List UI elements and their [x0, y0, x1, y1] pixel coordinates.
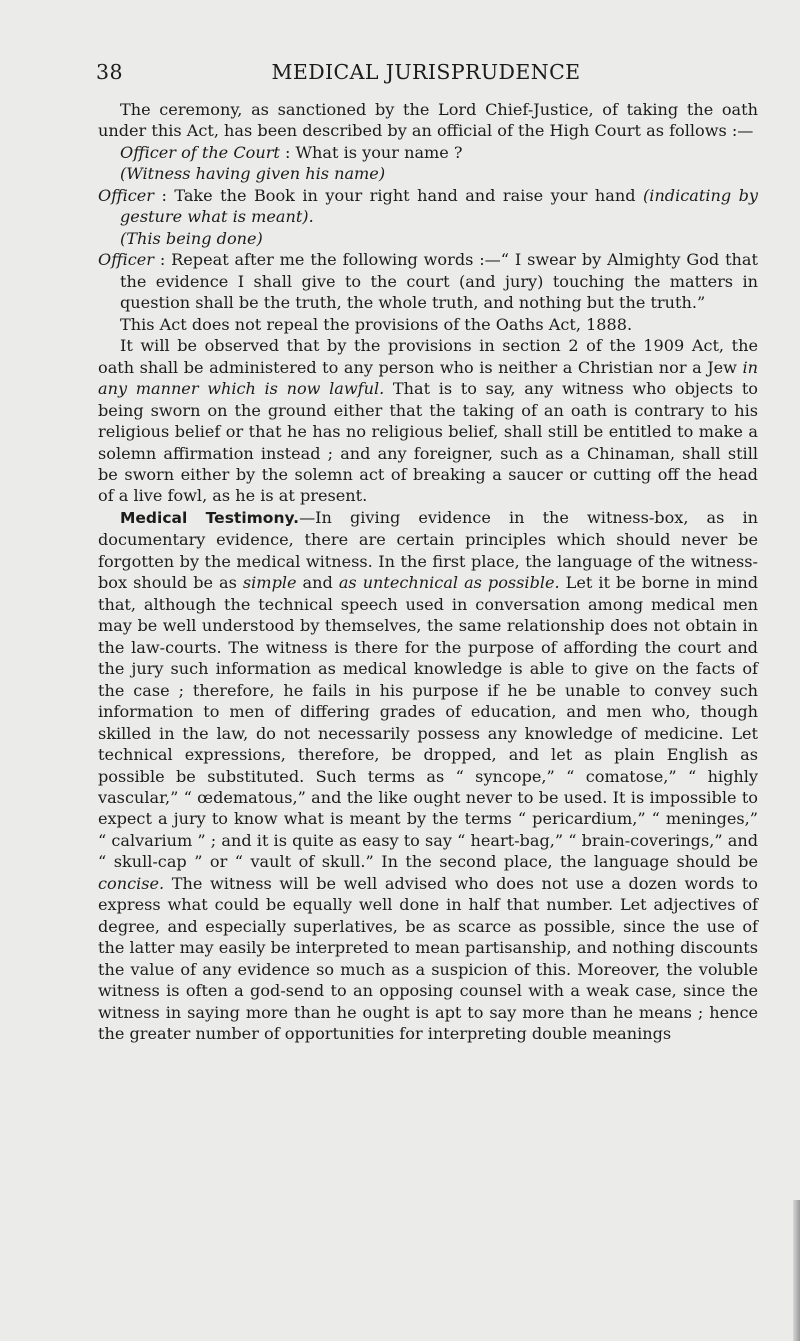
text-segment: Medical Testimony. — [120, 508, 300, 527]
running-title: MEDICAL JURISPRUDENCE — [271, 60, 581, 84]
page-edge-shadow — [793, 1200, 800, 1341]
text-segment: : Repeat after me the following words :—“ I swear by Almighty God that the evidence I shall give to the court (and jury) touching the matters in question shall be the truth, the whole truth, and nothing but the truth.” — [120, 250, 758, 313]
page-header — [96, 60, 756, 90]
text-segment: (indicating by gesture what is meant). — [120, 185, 759, 227]
text-segment: Officer of the Court — [120, 142, 280, 162]
text-segment: The witness will be well advised who does not use a dozen words to express what could be equally well done in half that number. Let adjectives of degree, and especially superlatives, be as scarce as possible, since the use of the latter may easily be interpreted to mean partisanship, and nothing discounts the value of any evidence so much as a suspicion of this. Moreover, the voluble witness is often a god-send to an opposing counsel with a weak case, since the witness in saying more than he ought is apt to say more than he means ; hence the greater number of opportunities for interpreting double meanings — [98, 873, 758, 1044]
text-segment: That is to say, any witness who objects to being sworn on the ground either that the taking of an oath is contrary to his religious belief or that he has no religious belief, shall still be entitled to make a solemn affirmation instead ; and any foreigner, such as a Chinaman, shall still be sworn either by the solemn act of breaking a saucer or cutting off the head of a live fowl, as he is at present. — [98, 379, 758, 506]
paragraph-medical-testimony — [98, 507, 758, 1045]
text-segment: and — [296, 573, 339, 593]
text-segment: : What is your name ? — [279, 142, 463, 162]
dialogue-officer-book — [98, 185, 758, 228]
text-segment: Officer — [98, 250, 154, 270]
text-segment: This Act does not repeal the provisions of the Oaths Act, 1888. — [120, 314, 633, 334]
dialogue-officer-oath — [98, 249, 758, 313]
text-segment: (This being done) — [120, 228, 263, 248]
stage-direction-name — [98, 163, 758, 184]
paragraph-1909-act — [98, 335, 758, 507]
text-segment: concise. — [98, 873, 165, 893]
dialogue-officer-name — [98, 142, 758, 163]
paragraph-oaths-act — [98, 314, 758, 335]
text-segment: as untechnical as possible. — [338, 573, 560, 593]
text-segment: : Take the Book in your right hand and raise your hand — [153, 185, 644, 205]
text-segment: simple — [242, 573, 297, 593]
stage-direction-done — [98, 228, 758, 249]
text-segment: Officer — [98, 185, 154, 205]
body-text — [98, 99, 758, 1045]
text-segment: (Witness having given his name) — [120, 164, 386, 184]
text-segment: Let it be borne in mind that, although the technical speech used in conversation among medical men may be well understood by themselves, the same relationship does not obtain in the law-courts. The witness is there for the purpose of affording the court and the jury such information as medical knowledge is able to give on the facts of the case ; therefore, he fails in his purpose if he be unable to convey such information to men of differing grades of education, and men who, though skilled in the law, do not necessarily possess any knowledge of medicine. Let technical expressions, therefore, be dropped, and let as plain English as possible be substituted. Such terms as “ syncope,” “ comatose,” “ highly vascular,” “ œdematous,” and the like ought never to be used. It is impossible to expect a jury to know what is meant by the terms “ pericardium,” “ meninges,” “ calvarium ” ; and it is quite as easy to say “ heart-bag,” “ brain-coverings,” and “ skull-cap ” or “ vault of skull.” In the second place, the language should be — [98, 573, 758, 872]
page-number: 38 — [96, 60, 123, 84]
paragraph-ceremony-intro — [98, 99, 758, 142]
text-segment: in any manner which is now lawful. — [98, 357, 758, 399]
text-segment: —In giving evidence in the witness-box, as in documentary evidence, there are certain principles which should never be forgotten by the medical witness. In the first place, the language of the witness-box should be as — [98, 507, 758, 593]
text-segment: It will be observed that by the provisions in section 2 of the 1909 Act, the oath shall be administered to any person who is neither a Christian nor a Jew — [98, 336, 758, 377]
text-segment: The ceremony, as sanctioned by the Lord Chief-Justice, of taking the oath under this Act, has been described by an official of the High Court as follows :— — [98, 100, 758, 141]
